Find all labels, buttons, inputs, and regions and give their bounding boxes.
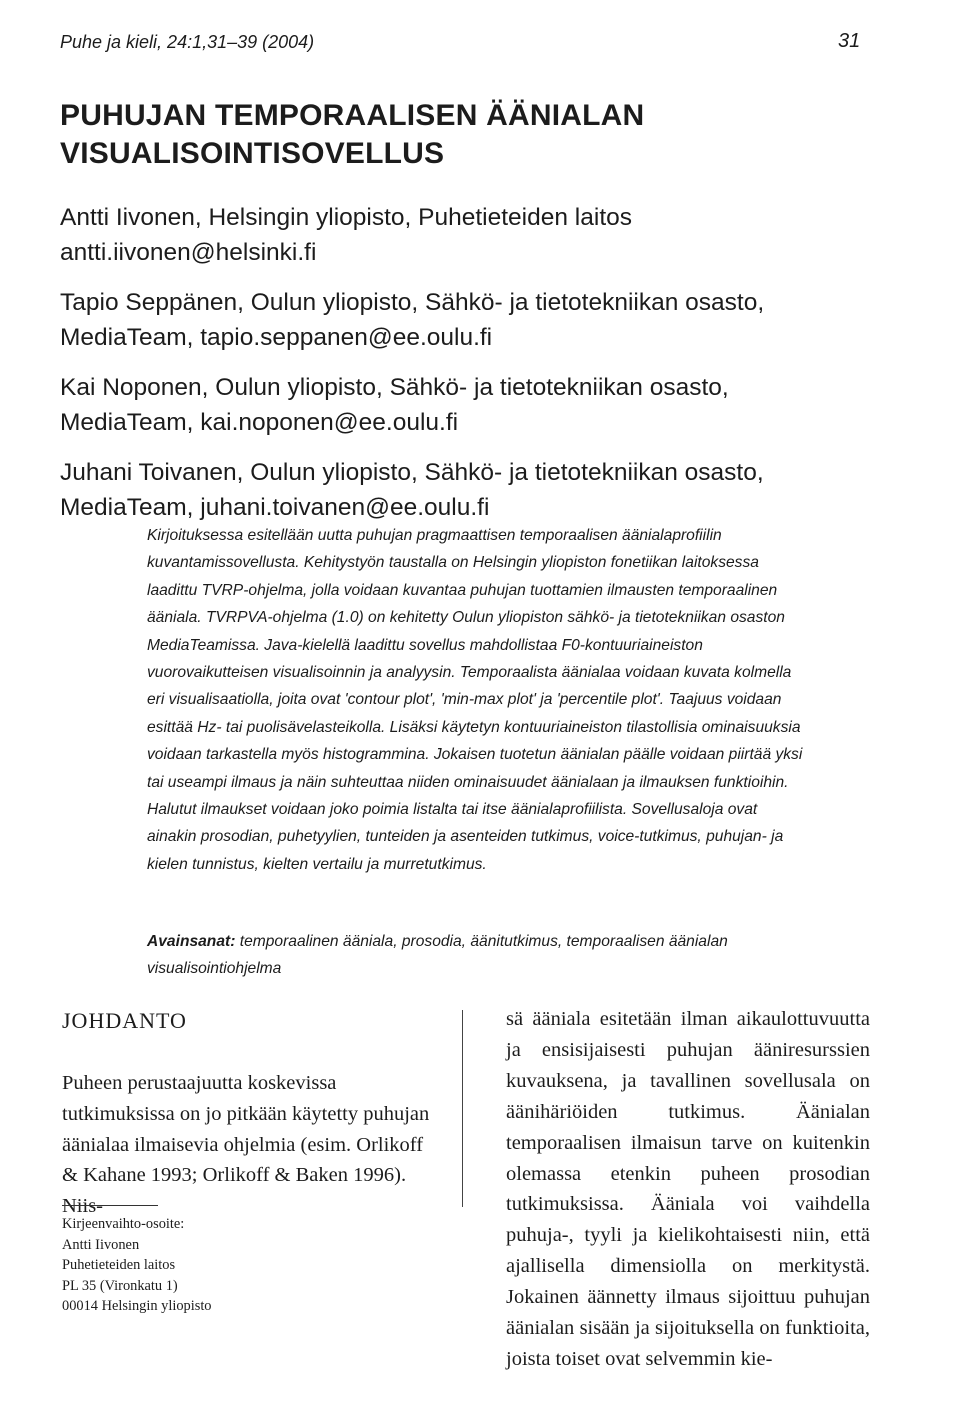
title-line-1: PUHUJAN TEMPORAALISEN ÄÄNIALAN — [60, 99, 645, 132]
keywords-label: Avainsanat: — [147, 933, 236, 950]
footnote-divider — [62, 1205, 158, 1206]
intro-paragraph-left: Puheen perustaajuutta koskevissa tutkimuksissa on jo pitkään käytetty puhujan äänialaa ilmaisevia ohjelmia (esim. Orlikoff & Kahane 1993; Orlikoff & Baken 1996). Niis- — [62, 1072, 430, 1218]
author-email: MediaTeam, juhani.toivanen@ee.oulu.fi — [60, 494, 490, 521]
running-head: Puhe ja kieli, 24:1,31–39 (2004) — [60, 32, 315, 52]
intro-left-column — [62, 1008, 434, 1222]
correspondence-footnote — [62, 1214, 212, 1317]
keywords-text: temporaalinen ääniala, prosodia, äänitutkimus, temporaalisen äänialan visualisointiohjelma — [147, 933, 728, 977]
author-affiliation: Juhani Toivanen, Oulun yliopisto, Sähkö- ja tietotekniikan osasto, — [60, 459, 764, 486]
author-affiliation: Tapio Seppänen, Oulun yliopisto, Sähkö- ja tietotekniikan osasto, — [60, 289, 765, 316]
author-affiliation: Antti Iivonen, Helsingin yliopisto, Puhetieteiden laitos — [60, 204, 633, 231]
author-list — [60, 200, 920, 540]
article-title — [60, 97, 880, 173]
footnote-line: PL 35 (Vironkatu 1) — [62, 1277, 178, 1294]
footnote-line: Antti Iivonen — [62, 1236, 140, 1253]
page-number: 31 — [838, 30, 861, 52]
column-divider — [462, 1010, 463, 1207]
footnote-line: Puhetieteiden laitos — [62, 1257, 176, 1274]
footnote-line: Kirjeenvaihto-osoite: — [62, 1216, 185, 1232]
title-line-2: VISUALISOINTISOVELLUS — [60, 137, 445, 170]
author-noponen — [60, 370, 920, 440]
keywords — [147, 928, 787, 982]
author-seppanen — [60, 285, 920, 355]
author-email: MediaTeam, kai.noponen@ee.oulu.fi — [60, 409, 459, 436]
author-toivanen — [60, 455, 920, 525]
abstract: Kirjoituksessa esitellään uutta puhujan pragmaattisen temporaalisen äänialaprofiilin kuvantamissovellusta. Kehitystyön taustalla on Helsingin yliopiston fonetiikan laitoksessa laadittu TVRP-ohjelma, jolla voidaan kuvantaa puhujan tuottamien ilmausten temporaalinen ääniala. TVRPVA-ohjelma (1.0) on kehitetty Oulun yliopiston sähkö- ja tietotekniikan osaston MediaTeamissa. Java-kielellä laadittu sovellus mahdollistaa F0-kontuuriaineiston vuorovaikutteisen visualisoinnin ja analyysin. Temporaalista äänialaa voidaan kuvata kolmella eri visualisaatiolla, joita ovat 'contour plot', 'min-max plot' ja 'percentile plot'. Taajuus voidaan esittää Hz- tai puolisävelasteikolla. Lisäksi käytetyn kontuuriaineiston tilastollisia ominaisuuksia voidaan tarkastella myös histogrammina. Jokaisen tuotetun äänialan päälle voidaan piirtää yksi tai useampi ilmaus ja näin suhteuttaa niiden ominaisuudet äänialaan ja ilmauksen funktioihin. Halutut ilmaukset voidaan joko poimia listalta tai itse äänialaprofiilista. Sovellusaloja ovat ainakin prosodian, puhetyylien, tunteiden ja asenteiden tutkimus, voice-tutkimus, puhujan- ja kielen tunnistus, kielten vertailu ja murretutkimus. — [147, 527, 803, 873]
section-heading: JOHDANTO — [62, 1008, 187, 1033]
footnote-line: 00014 Helsingin yliopisto — [62, 1298, 212, 1315]
author-iivonen — [60, 200, 920, 270]
intro-paragraph-right: sä ääniala esitetään ilman aikaulottuvuutta ja ensisijaisesti puhujan ääniresurssien kuvauksena, ja tavallinen sovellusala on äänihäriöiden tutkimus. Äänialan temporaalisen ilmaisun tarve on kuitenkin olemassa etenkin puheen prosodian tutkimuksissa. Ääniala voi vaihdella puhuja-, tyyli ja kielikohtaisesti niin, että ajallisella dimensiolla on merkitystä. Jokainen äännetty ilmaus sijoittuu puhujan äänialan sisään ja sijoituksella on funktioita, joista toiset ovat selvemmin kie- — [506, 1008, 870, 1370]
author-affiliation: Kai Noponen, Oulun yliopisto, Sähkö- ja tietotekniikan osasto, — [60, 374, 729, 401]
author-email: MediaTeam, tapio.seppanen@ee.oulu.fi — [60, 324, 493, 351]
author-email: antti.iivonen@helsinki.fi — [60, 239, 317, 266]
